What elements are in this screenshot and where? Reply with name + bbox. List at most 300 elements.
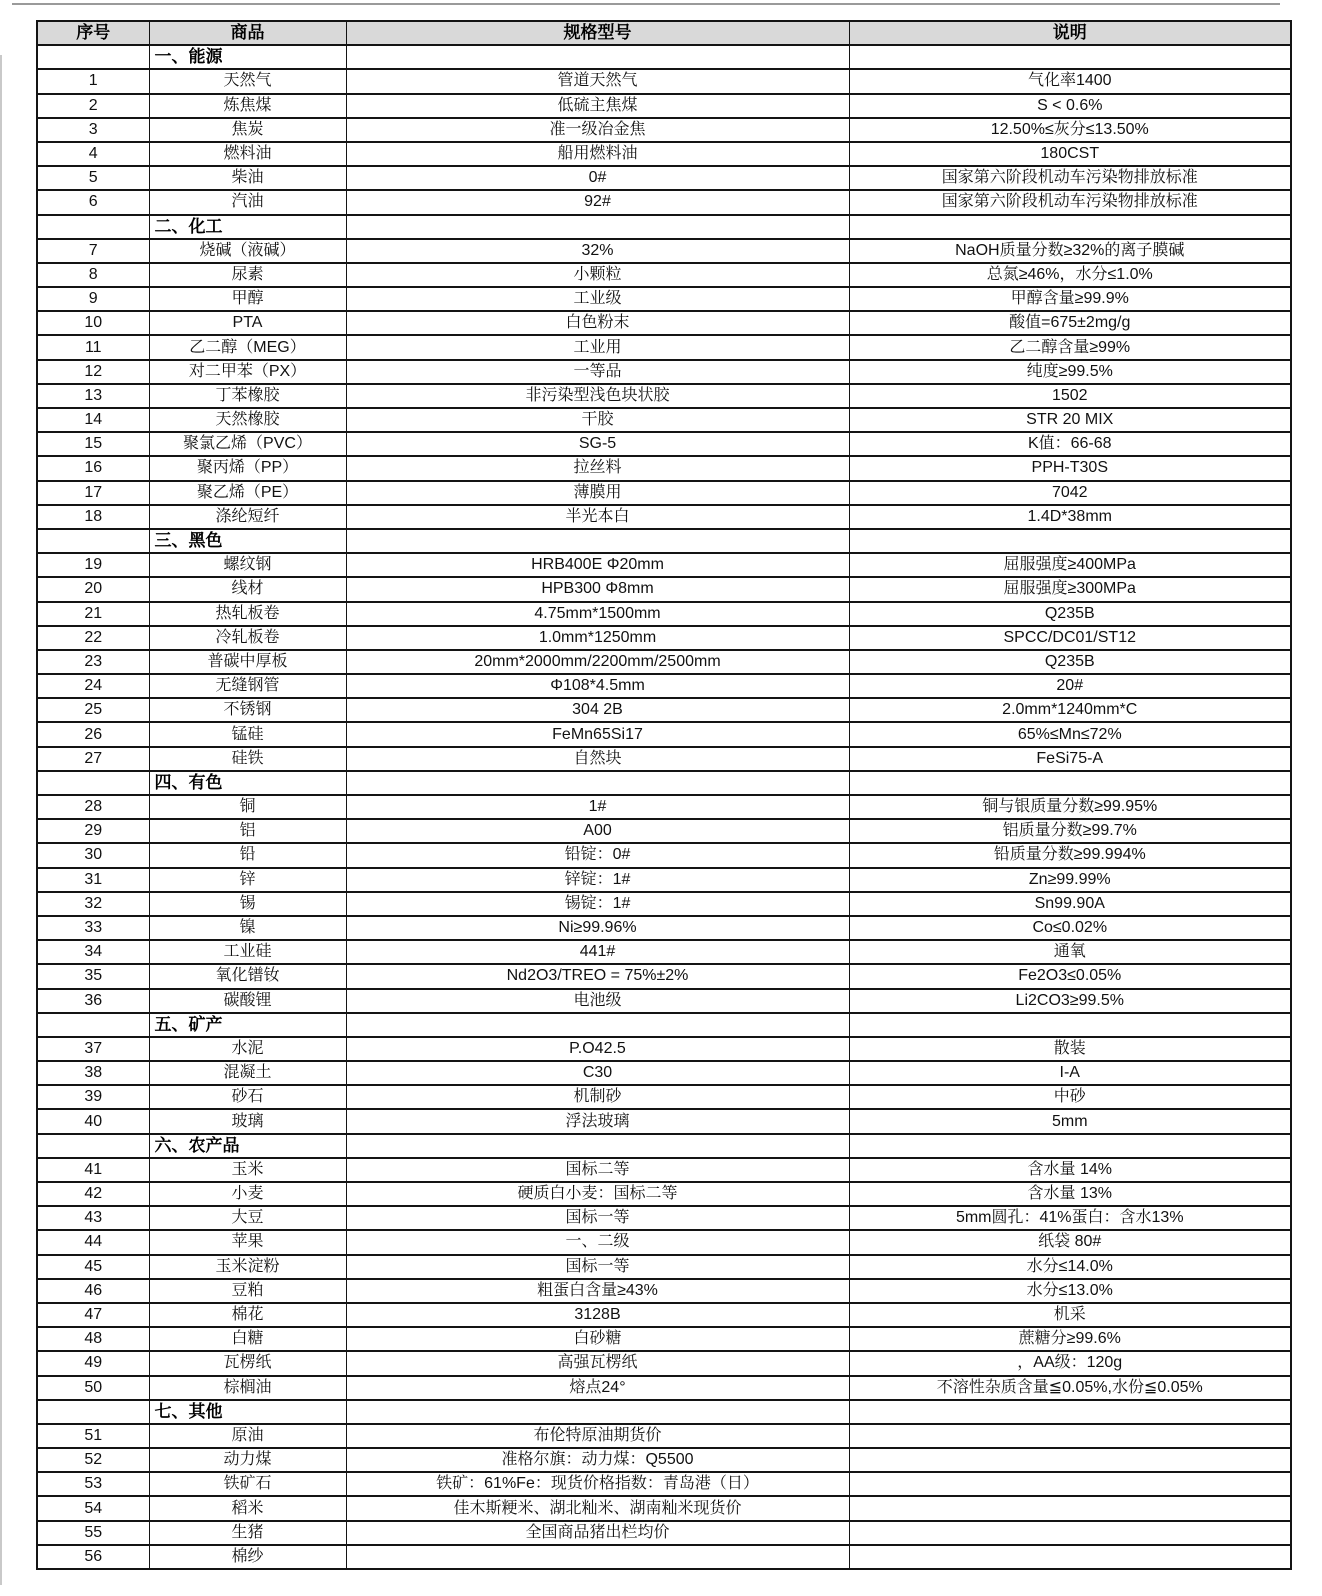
spec-cell: 工业级	[346, 287, 849, 311]
spec-cell: 铅锭：0#	[346, 843, 849, 867]
commodity-cell: 铁矿石	[149, 1472, 346, 1496]
row-no-cell	[37, 1134, 149, 1158]
table-row	[37, 190, 1291, 214]
row-no-cell: 16	[37, 456, 149, 480]
row-no-cell: 8	[37, 263, 149, 287]
commodity-cell: 不锈钢	[149, 698, 346, 722]
table-row	[37, 1521, 1291, 1545]
desc-cell: Li2CO3≥99.5%	[849, 989, 1291, 1013]
row-no-cell: 52	[37, 1448, 149, 1472]
desc-cell: 蔗糖分≥99.6%	[849, 1327, 1291, 1351]
spec-cell: 铁矿：61%Fe：现货价格指数：青岛港（日）	[346, 1472, 849, 1496]
commodity-cell: 丁苯橡胶	[149, 384, 346, 408]
table-row	[37, 263, 1291, 287]
desc-cell: 国家第六阶段机动车污染物排放标准	[849, 190, 1291, 214]
desc-cell: 纯度≥99.5%	[849, 360, 1291, 384]
section-label: 二、化工	[149, 215, 346, 239]
commodity-cell: 碳酸锂	[149, 989, 346, 1013]
table-row	[37, 674, 1291, 698]
row-no-cell: 3	[37, 118, 149, 142]
desc-cell	[849, 1496, 1291, 1520]
table-row	[37, 1037, 1291, 1061]
row-no-cell: 9	[37, 287, 149, 311]
table-row	[37, 747, 1291, 771]
commodity-cell: 乙二醇（MEG）	[149, 335, 346, 359]
row-no-cell: 28	[37, 795, 149, 819]
row-no-cell: 47	[37, 1303, 149, 1327]
row-no-cell: 6	[37, 190, 149, 214]
spec-cell: 0#	[346, 166, 849, 190]
table-row	[37, 964, 1291, 988]
commodity-cell: 焦炭	[149, 118, 346, 142]
commodity-cell: 螺纹钢	[149, 553, 346, 577]
desc-cell: 机采	[849, 1303, 1291, 1327]
row-no-cell: 11	[37, 335, 149, 359]
table-row	[37, 577, 1291, 601]
spec-cell: 薄膜用	[346, 481, 849, 505]
row-no-cell: 51	[37, 1424, 149, 1448]
desc-cell	[849, 1424, 1291, 1448]
table-row	[37, 650, 1291, 674]
spec-cell: A00	[346, 819, 849, 843]
desc-cell: 7042	[849, 481, 1291, 505]
desc-cell: 12.50%≤灰分≤13.50%	[849, 118, 1291, 142]
spec-cell: 非污染型浅色块状胶	[346, 384, 849, 408]
table-row	[37, 166, 1291, 190]
section-row	[37, 215, 1291, 239]
spec-cell	[346, 1013, 849, 1037]
table-row	[37, 989, 1291, 1013]
table-row	[37, 843, 1291, 867]
commodity-spec-table	[36, 20, 1292, 1570]
table-row	[37, 94, 1291, 118]
row-no-cell: 43	[37, 1206, 149, 1230]
commodity-cell: 棕榈油	[149, 1376, 346, 1400]
table-row	[37, 1109, 1291, 1133]
spec-cell: HRB400E Φ20mm	[346, 553, 849, 577]
section-row	[37, 771, 1291, 795]
spec-cell: 32%	[346, 239, 849, 263]
commodity-cell: 线材	[149, 577, 346, 601]
table-row	[37, 868, 1291, 892]
section-label: 七、其他	[149, 1400, 346, 1424]
desc-cell	[849, 1545, 1291, 1569]
desc-cell: 1.4D*38mm	[849, 505, 1291, 529]
commodity-cell: 烧碱（液碱）	[149, 239, 346, 263]
desc-cell: 含水量 13%	[849, 1182, 1291, 1206]
section-label: 一、能源	[149, 45, 346, 69]
row-no-cell: 49	[37, 1351, 149, 1375]
row-no-cell: 35	[37, 964, 149, 988]
table-row	[37, 1424, 1291, 1448]
table-row	[37, 311, 1291, 335]
spec-cell: 国标一等	[346, 1255, 849, 1279]
spec-cell	[346, 1134, 849, 1158]
spec-cell	[346, 45, 849, 69]
table-row	[37, 1279, 1291, 1303]
spec-cell: Ni≥99.96%	[346, 916, 849, 940]
desc-cell: 中砂	[849, 1085, 1291, 1109]
column-header-spec: 规格型号	[346, 21, 849, 45]
spec-cell: Φ108*4.5mm	[346, 674, 849, 698]
desc-cell: S < 0.6%	[849, 94, 1291, 118]
row-no-cell: 42	[37, 1182, 149, 1206]
spec-cell: 一、二级	[346, 1230, 849, 1254]
desc-cell: 水分≤13.0%	[849, 1279, 1291, 1303]
spec-cell: 全国商品猪出栏均价	[346, 1521, 849, 1545]
table-row	[37, 335, 1291, 359]
spec-cell: 准格尔旗：动力煤：Q5500	[346, 1448, 849, 1472]
spec-cell: 管道天然气	[346, 69, 849, 93]
section-row	[37, 45, 1291, 69]
commodity-cell: 瓦楞纸	[149, 1351, 346, 1375]
row-no-cell: 5	[37, 166, 149, 190]
spec-cell: 3128B	[346, 1303, 849, 1327]
commodity-cell: 锌	[149, 868, 346, 892]
commodity-cell: 天然气	[149, 69, 346, 93]
row-no-cell: 23	[37, 650, 149, 674]
desc-cell: STR 20 MIX	[849, 408, 1291, 432]
commodity-cell: 工业硅	[149, 940, 346, 964]
spec-cell: 布伦特原油期货价	[346, 1424, 849, 1448]
table-row	[37, 940, 1291, 964]
commodity-cell: 聚丙烯（PP）	[149, 456, 346, 480]
commodity-cell: 玉米	[149, 1158, 346, 1182]
desc-cell: 180CST	[849, 142, 1291, 166]
commodity-cell: 动力煤	[149, 1448, 346, 1472]
commodity-cell: 原油	[149, 1424, 346, 1448]
desc-cell: PPH-T30S	[849, 456, 1291, 480]
desc-cell: 5mm圆孔：41%蛋白：含水13%	[849, 1206, 1291, 1230]
section-row	[37, 529, 1291, 553]
desc-cell	[849, 1521, 1291, 1545]
row-no-cell: 18	[37, 505, 149, 529]
commodity-cell: 尿素	[149, 263, 346, 287]
row-no-cell: 4	[37, 142, 149, 166]
table-row	[37, 1182, 1291, 1206]
table-row	[37, 287, 1291, 311]
desc-cell: Sn99.90A	[849, 892, 1291, 916]
commodity-cell: 聚乙烯（PE）	[149, 481, 346, 505]
commodity-cell: 锡	[149, 892, 346, 916]
desc-cell: 水分≤14.0%	[849, 1255, 1291, 1279]
desc-cell	[849, 215, 1291, 239]
desc-cell: 5mm	[849, 1109, 1291, 1133]
spec-cell: 干胶	[346, 408, 849, 432]
desc-cell: Q235B	[849, 650, 1291, 674]
desc-cell	[849, 1472, 1291, 1496]
desc-cell: 20#	[849, 674, 1291, 698]
header-row	[37, 21, 1291, 45]
table-row	[37, 239, 1291, 263]
row-no-cell: 33	[37, 916, 149, 940]
spec-cell: 92#	[346, 190, 849, 214]
desc-cell	[849, 771, 1291, 795]
commodity-cell: 热轧板卷	[149, 602, 346, 626]
table-row	[37, 626, 1291, 650]
spec-cell: P.O42.5	[346, 1037, 849, 1061]
table-row	[37, 69, 1291, 93]
spec-cell: 国标一等	[346, 1206, 849, 1230]
spec-cell: 船用燃料油	[346, 142, 849, 166]
desc-cell: 国家第六阶段机动车污染物排放标准	[849, 166, 1291, 190]
table-row	[37, 1255, 1291, 1279]
table-row	[37, 916, 1291, 940]
table-row	[37, 722, 1291, 746]
desc-cell: 甲醇含量≥99.9%	[849, 287, 1291, 311]
spec-cell: 浮法玻璃	[346, 1109, 849, 1133]
desc-cell: FeSi75-A	[849, 747, 1291, 771]
commodity-cell: 混凝土	[149, 1061, 346, 1085]
desc-cell: 通氧	[849, 940, 1291, 964]
row-no-cell: 10	[37, 311, 149, 335]
commodity-cell: 普碳中厚板	[149, 650, 346, 674]
row-no-cell: 14	[37, 408, 149, 432]
desc-cell: I-A	[849, 1061, 1291, 1085]
section-row	[37, 1013, 1291, 1037]
row-no-cell: 30	[37, 843, 149, 867]
spec-cell: 锡锭：1#	[346, 892, 849, 916]
spec-cell: 一等品	[346, 360, 849, 384]
desc-cell	[849, 1448, 1291, 1472]
row-no-cell: 13	[37, 384, 149, 408]
commodity-cell: 炼焦煤	[149, 94, 346, 118]
row-no-cell	[37, 45, 149, 69]
row-no-cell: 17	[37, 481, 149, 505]
commodity-cell: 稻米	[149, 1496, 346, 1520]
spec-cell: 佳木斯粳米、湖北籼米、湖南籼米现货价	[346, 1496, 849, 1520]
spec-cell: 20mm*2000mm/2200mm/2500mm	[346, 650, 849, 674]
table-row	[37, 892, 1291, 916]
row-no-cell	[37, 529, 149, 553]
row-no-cell: 36	[37, 989, 149, 1013]
spec-cell	[346, 529, 849, 553]
commodity-spec-table-wrap	[36, 20, 1292, 1570]
spec-cell: Nd2O3/TREO = 75%±2%	[346, 964, 849, 988]
spec-cell: 白砂糖	[346, 1327, 849, 1351]
table-row	[37, 505, 1291, 529]
commodity-cell: 铜	[149, 795, 346, 819]
desc-cell: 屈服强度≥400MPa	[849, 553, 1291, 577]
row-no-cell: 31	[37, 868, 149, 892]
commodity-cell: PTA	[149, 311, 346, 335]
desc-cell: 酸值=675±2mg/g	[849, 311, 1291, 335]
table-row	[37, 553, 1291, 577]
table-row	[37, 698, 1291, 722]
table-row	[37, 602, 1291, 626]
table-row	[37, 1158, 1291, 1182]
row-no-cell: 40	[37, 1109, 149, 1133]
commodity-cell: 砂石	[149, 1085, 346, 1109]
spec-cell: 高强瓦楞纸	[346, 1351, 849, 1375]
column-header-desc: 说明	[849, 21, 1291, 45]
commodity-cell: 豆粕	[149, 1279, 346, 1303]
commodity-cell: 铝	[149, 819, 346, 843]
commodity-cell: 镍	[149, 916, 346, 940]
row-no-cell: 12	[37, 360, 149, 384]
spec-cell: 自然块	[346, 747, 849, 771]
desc-cell: Zn≥99.99%	[849, 868, 1291, 892]
spec-cell: 工业用	[346, 335, 849, 359]
row-no-cell: 54	[37, 1496, 149, 1520]
row-no-cell: 7	[37, 239, 149, 263]
row-no-cell: 45	[37, 1255, 149, 1279]
spec-cell: 4.75mm*1500mm	[346, 602, 849, 626]
commodity-cell: 锰硅	[149, 722, 346, 746]
spec-cell: 半光本白	[346, 505, 849, 529]
commodity-cell: 甲醇	[149, 287, 346, 311]
desc-cell: 纸袋 80#	[849, 1230, 1291, 1254]
spec-cell: 准一级冶金焦	[346, 118, 849, 142]
spec-cell: 国标二等	[346, 1158, 849, 1182]
table-row	[37, 1303, 1291, 1327]
section-label: 五、矿产	[149, 1013, 346, 1037]
table-row	[37, 1376, 1291, 1400]
table-row	[37, 1230, 1291, 1254]
desc-cell: 含水量 14%	[849, 1158, 1291, 1182]
table-row	[37, 795, 1291, 819]
commodity-cell: 对二甲苯（PX）	[149, 360, 346, 384]
row-no-cell: 1	[37, 69, 149, 93]
spec-cell: 1.0mm*1250mm	[346, 626, 849, 650]
commodity-cell: 苹果	[149, 1230, 346, 1254]
spec-cell: 小颗粒	[346, 263, 849, 287]
desc-cell: 乙二醇含量≥99%	[849, 335, 1291, 359]
desc-cell: 屈服强度≥300MPa	[849, 577, 1291, 601]
row-no-cell: 22	[37, 626, 149, 650]
section-row	[37, 1134, 1291, 1158]
column-header-no: 序号	[37, 21, 149, 45]
row-no-cell: 48	[37, 1327, 149, 1351]
desc-cell: SPCC/DC01/ST12	[849, 626, 1291, 650]
desc-cell: Q235B	[849, 602, 1291, 626]
spec-cell: FeMn65Si17	[346, 722, 849, 746]
commodity-cell: 聚氯乙烯（PVC）	[149, 432, 346, 456]
row-no-cell	[37, 1400, 149, 1424]
table-row	[37, 1472, 1291, 1496]
spec-cell: 硬质白小麦：国标二等	[346, 1182, 849, 1206]
desc-cell: 铅质量分数≥99.994%	[849, 843, 1291, 867]
desc-cell: NaOH质量分数≥32%的离子膜碱	[849, 239, 1291, 263]
row-no-cell	[37, 1013, 149, 1037]
desc-cell: 65%≤Mn≤72%	[849, 722, 1291, 746]
table-row	[37, 1206, 1291, 1230]
row-no-cell: 27	[37, 747, 149, 771]
commodity-cell: 冷轧板卷	[149, 626, 346, 650]
desc-cell	[849, 529, 1291, 553]
row-no-cell: 2	[37, 94, 149, 118]
spec-cell: 熔点24°	[346, 1376, 849, 1400]
spec-cell: 441#	[346, 940, 849, 964]
desc-cell: 铜与银质量分数≥99.95%	[849, 795, 1291, 819]
row-no-cell	[37, 215, 149, 239]
section-label: 四、有色	[149, 771, 346, 795]
spec-cell: 电池级	[346, 989, 849, 1013]
row-no-cell: 44	[37, 1230, 149, 1254]
spec-cell: 白色粉末	[346, 311, 849, 335]
desc-cell: 总氮≥46%，水分≤1.0%	[849, 263, 1291, 287]
table-row	[37, 456, 1291, 480]
commodity-cell: 大豆	[149, 1206, 346, 1230]
desc-cell: Fe2O3≤0.05%	[849, 964, 1291, 988]
spec-cell	[346, 771, 849, 795]
spec-cell: 304 2B	[346, 698, 849, 722]
commodity-cell: 汽油	[149, 190, 346, 214]
commodity-cell: 柴油	[149, 166, 346, 190]
desc-cell	[849, 1400, 1291, 1424]
row-no-cell: 55	[37, 1521, 149, 1545]
spec-cell: 低硫主焦煤	[346, 94, 849, 118]
table-row	[37, 1351, 1291, 1375]
desc-cell	[849, 1134, 1291, 1158]
spec-cell	[346, 1545, 849, 1569]
commodity-cell: 玉米淀粉	[149, 1255, 346, 1279]
table-row	[37, 432, 1291, 456]
table-row	[37, 1327, 1291, 1351]
commodity-cell: 天然橡胶	[149, 408, 346, 432]
commodity-cell: 涤纶短纤	[149, 505, 346, 529]
commodity-cell: 玻璃	[149, 1109, 346, 1133]
spec-cell: 1#	[346, 795, 849, 819]
table-row	[37, 1448, 1291, 1472]
desc-cell: 1502	[849, 384, 1291, 408]
row-no-cell: 34	[37, 940, 149, 964]
left-edge-line	[0, 55, 2, 1585]
commodity-cell: 生猪	[149, 1521, 346, 1545]
top-edge-line	[12, 3, 1280, 5]
row-no-cell: 20	[37, 577, 149, 601]
row-no-cell: 29	[37, 819, 149, 843]
table-row	[37, 1545, 1291, 1569]
commodity-cell: 无缝钢管	[149, 674, 346, 698]
desc-cell	[849, 45, 1291, 69]
row-no-cell: 19	[37, 553, 149, 577]
row-no-cell: 46	[37, 1279, 149, 1303]
table-row	[37, 1061, 1291, 1085]
desc-cell: Co≤0.02%	[849, 916, 1291, 940]
table-row	[37, 142, 1291, 166]
desc-cell: 散装	[849, 1037, 1291, 1061]
row-no-cell: 25	[37, 698, 149, 722]
row-no-cell: 56	[37, 1545, 149, 1569]
spec-cell	[346, 1400, 849, 1424]
table-row	[37, 481, 1291, 505]
commodity-cell: 棉花	[149, 1303, 346, 1327]
table-row	[37, 408, 1291, 432]
row-no-cell: 53	[37, 1472, 149, 1496]
row-no-cell: 41	[37, 1158, 149, 1182]
spec-cell: HPB300 Φ8mm	[346, 577, 849, 601]
commodity-cell: 白糖	[149, 1327, 346, 1351]
row-no-cell: 21	[37, 602, 149, 626]
commodity-cell: 燃料油	[149, 142, 346, 166]
spec-cell	[346, 215, 849, 239]
row-no-cell: 15	[37, 432, 149, 456]
spec-cell: C30	[346, 1061, 849, 1085]
commodity-cell: 铅	[149, 843, 346, 867]
table-row	[37, 1085, 1291, 1109]
desc-cell: 铝质量分数≥99.7%	[849, 819, 1291, 843]
commodity-cell: 水泥	[149, 1037, 346, 1061]
commodity-cell: 棉纱	[149, 1545, 346, 1569]
table-row	[37, 1496, 1291, 1520]
spec-cell: 锌锭：1#	[346, 868, 849, 892]
row-no-cell: 32	[37, 892, 149, 916]
desc-cell: ，AA级：120g	[849, 1351, 1291, 1375]
desc-cell: 不溶性杂质含量≦0.05%,水份≦0.05%	[849, 1376, 1291, 1400]
table-row	[37, 118, 1291, 142]
row-no-cell	[37, 771, 149, 795]
